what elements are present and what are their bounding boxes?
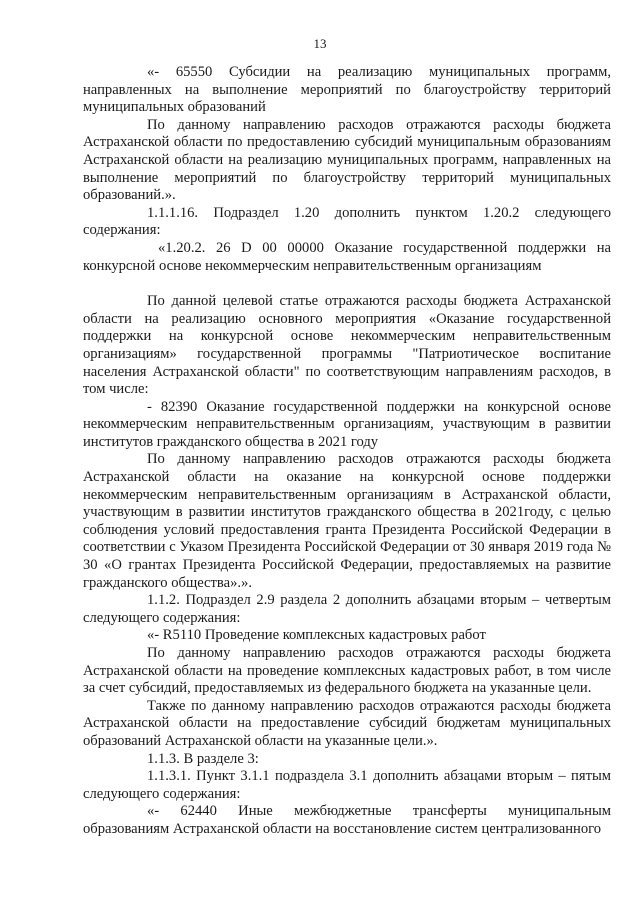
paragraph-1-1-1-16: 1.1.1.16. Подраздел 1.20 дополнить пунктом 1.20.2 следующего содержания: bbox=[83, 204, 611, 239]
paragraph-subsidy-65550-description: По данному направлению расходов отражаются расходы бюджета Астраханской области по предоставлению субсидий муниципальным образованиям Астраханской области на реализацию муниципальных программ, направленных на выполнение мероприятий по благоустройству территорий муниципальных образований.». bbox=[83, 116, 611, 204]
paragraph-subsidy-65550: «- 65550 Субсидии на реализацию муниципальных программ, направленных на выполнение мероприятий по благоустройству территорий муниципальных образований bbox=[83, 64, 611, 116]
document-body bbox=[83, 64, 611, 839]
paragraph-r5110-description: По данному направлению расходов отражаются расходы бюджета Астраханской области на проведение комплексных кадастровых работ, в том числе за счет субсидий, предоставляемых из федерального бюджета на указанные цели. bbox=[83, 645, 611, 697]
paragraph-82390-description: По данному направлению расходов отражаются расходы бюджета Астраханской области на оказание на конкурсной основе поддержки некоммерческим неправительственным организациям в Астраханской области, участвующим в развитии институтов гражданского общества в 2021году, с целью соблюдения условий предоставления гранта Президента Российской Федерации в соответствии с Указом Президента Российской Федерации от 30 января 2019 года № 30 «О грантах Президента Российской Федерации, предоставляемых на развитие гражданского общества».». bbox=[83, 451, 611, 591]
paragraph-82390: - 82390 Оказание государственной поддержки на конкурсной основе некоммерческим неправительственным организациям, участвующим в развитии институтов гражданского общества в 2021 году bbox=[83, 398, 611, 450]
paragraph-1-1-3-1: 1.1.3.1. Пункт 3.1.1 подраздела 3.1 дополнить абзацами вторым – пятым следующего содержания: bbox=[83, 768, 611, 802]
paragraph-1-20-2-heading: «1.20.2. 26 D 00 00000 Оказание государственной поддержки на конкурсной основе некоммерческим неправительственным организациям bbox=[83, 239, 611, 274]
page-number: 13 bbox=[313, 36, 327, 51]
paragraph-1-1-3: 1.1.3. В разделе 3: bbox=[147, 750, 259, 767]
paragraph-r5110: «- R5110 Проведение комплексных кадастровых работ bbox=[147, 627, 486, 644]
paragraph-62440: «- 62440 Иные межбюджетные трансферты муниципальным образованиям Астраханской области на восстановление систем централизованного bbox=[83, 803, 611, 837]
paragraph-1-1-2: 1.1.2. Подраздел 2.9 раздела 2 дополнить абзацами вторым – четвертым следующего содержания: bbox=[83, 592, 611, 626]
paragraph-r5110-municipal: Также по данному направлению расходов отражаются расходы бюджета Астраханской области на предоставление субсидий бюджетам муниципальных образований Астраханской области на указанные цели.». bbox=[83, 697, 611, 749]
paragraph-target-article-description: По данной целевой статье отражаются расходы бюджета Астраханской области на реализацию основного мероприятия «Оказание государственной поддержки на конкурсной основе некоммерческим неправительственным организациям» государственной программы "Патриотическое воспитание населения Астраханской области" по соответствующим направлениям расходов, в том числе: bbox=[83, 293, 611, 398]
